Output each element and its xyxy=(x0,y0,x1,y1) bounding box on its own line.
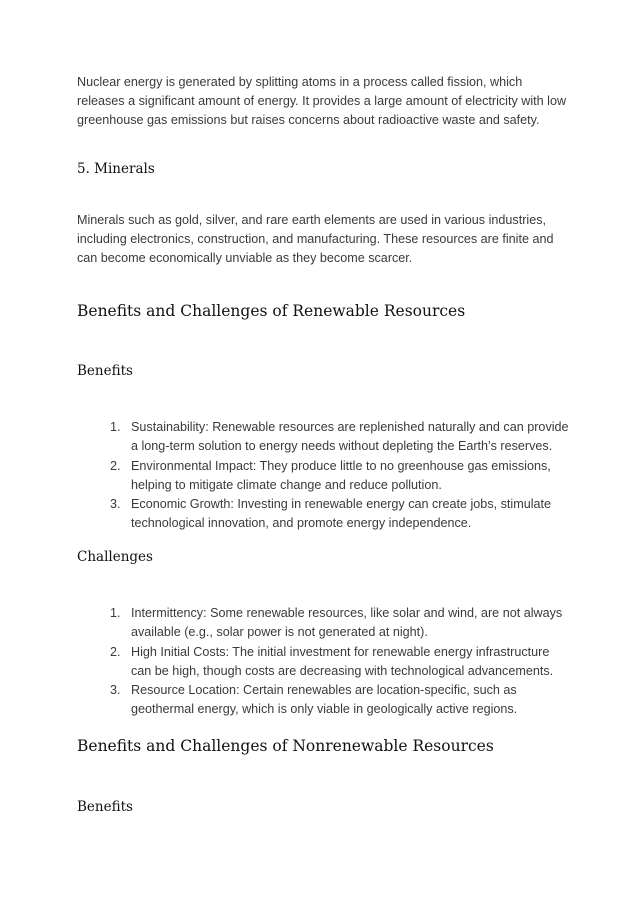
renewable-benefits-heading: Benefits xyxy=(77,363,133,379)
text-line: a long-term solution to energy needs without depleting the Earth’s reserves. xyxy=(131,439,553,454)
list-number: 1. xyxy=(110,420,121,434)
text-line: available (e.g., solar power is not generated at night). xyxy=(131,625,428,640)
renewable-challenges-list xyxy=(77,604,577,720)
renewable-challenges-heading: Challenges xyxy=(77,549,153,565)
text-line: technological innovation, and promote energy independence. xyxy=(131,516,472,531)
text-line: greenhouse gas emissions but raises concerns about radioactive waste and safety. xyxy=(77,113,540,127)
minerals-heading: 5. Minerals xyxy=(77,161,155,177)
list-number: 3. xyxy=(110,683,121,698)
nuclear-paragraph xyxy=(77,73,567,130)
text-line: including electronics, construction, and manufacturing. These resources are finite and xyxy=(77,232,554,246)
text-line: Minerals such as gold, silver, and rare earth elements are used in various industries, xyxy=(77,213,546,227)
text-line: Environmental Impact: They produce little to no greenhouse gas emissions, xyxy=(131,458,551,473)
text-line: geothermal energy, which is only viable in geologically active regions. xyxy=(131,702,518,717)
list-item xyxy=(77,681,577,720)
text-line: High Initial Costs: The initial investment for renewable energy infrastructure xyxy=(131,644,550,659)
text-line: Intermittency: Some renewable resources, like solar and wind, are not always xyxy=(131,606,563,620)
list-number: 3. xyxy=(110,497,121,512)
list-number: 1. xyxy=(110,606,121,620)
text-line: Nuclear energy is generated by splitting atoms in a process called fission, which xyxy=(77,75,523,89)
list-item xyxy=(77,495,577,534)
text-line: Economic Growth: Investing in renewable energy can create jobs, stimulate xyxy=(131,497,552,512)
text-line: Sustainability: Renewable resources are replenished naturally and can provide xyxy=(131,420,569,434)
nonrenewable-benefits-heading: Benefits xyxy=(77,799,133,815)
text-line: can be high, though costs are decreasing with technological advancements. xyxy=(131,663,554,678)
text-line: helping to mitigate climate change and reduce pollution. xyxy=(131,477,442,492)
list-item xyxy=(77,418,577,457)
renewable-section-heading: Benefits and Challenges of Renewable Resources xyxy=(77,302,466,320)
text-line: can become economically unviable as they become scarcer. xyxy=(77,251,413,265)
list-number: 2. xyxy=(110,458,121,473)
list-number: 2. xyxy=(110,644,121,659)
list-item xyxy=(77,457,577,496)
text-line: Resource Location: Certain renewables are location-specific, such as xyxy=(131,683,517,698)
list-item xyxy=(77,643,577,682)
renewable-benefits-list xyxy=(77,418,577,534)
minerals-paragraph xyxy=(77,211,567,268)
list-item xyxy=(77,604,577,643)
nonrenewable-section-heading: Benefits and Challenges of Nonrenewable Resources xyxy=(77,737,494,755)
text-line: releases a significant amount of energy. It provides a large amount of electricity with low xyxy=(77,94,567,108)
